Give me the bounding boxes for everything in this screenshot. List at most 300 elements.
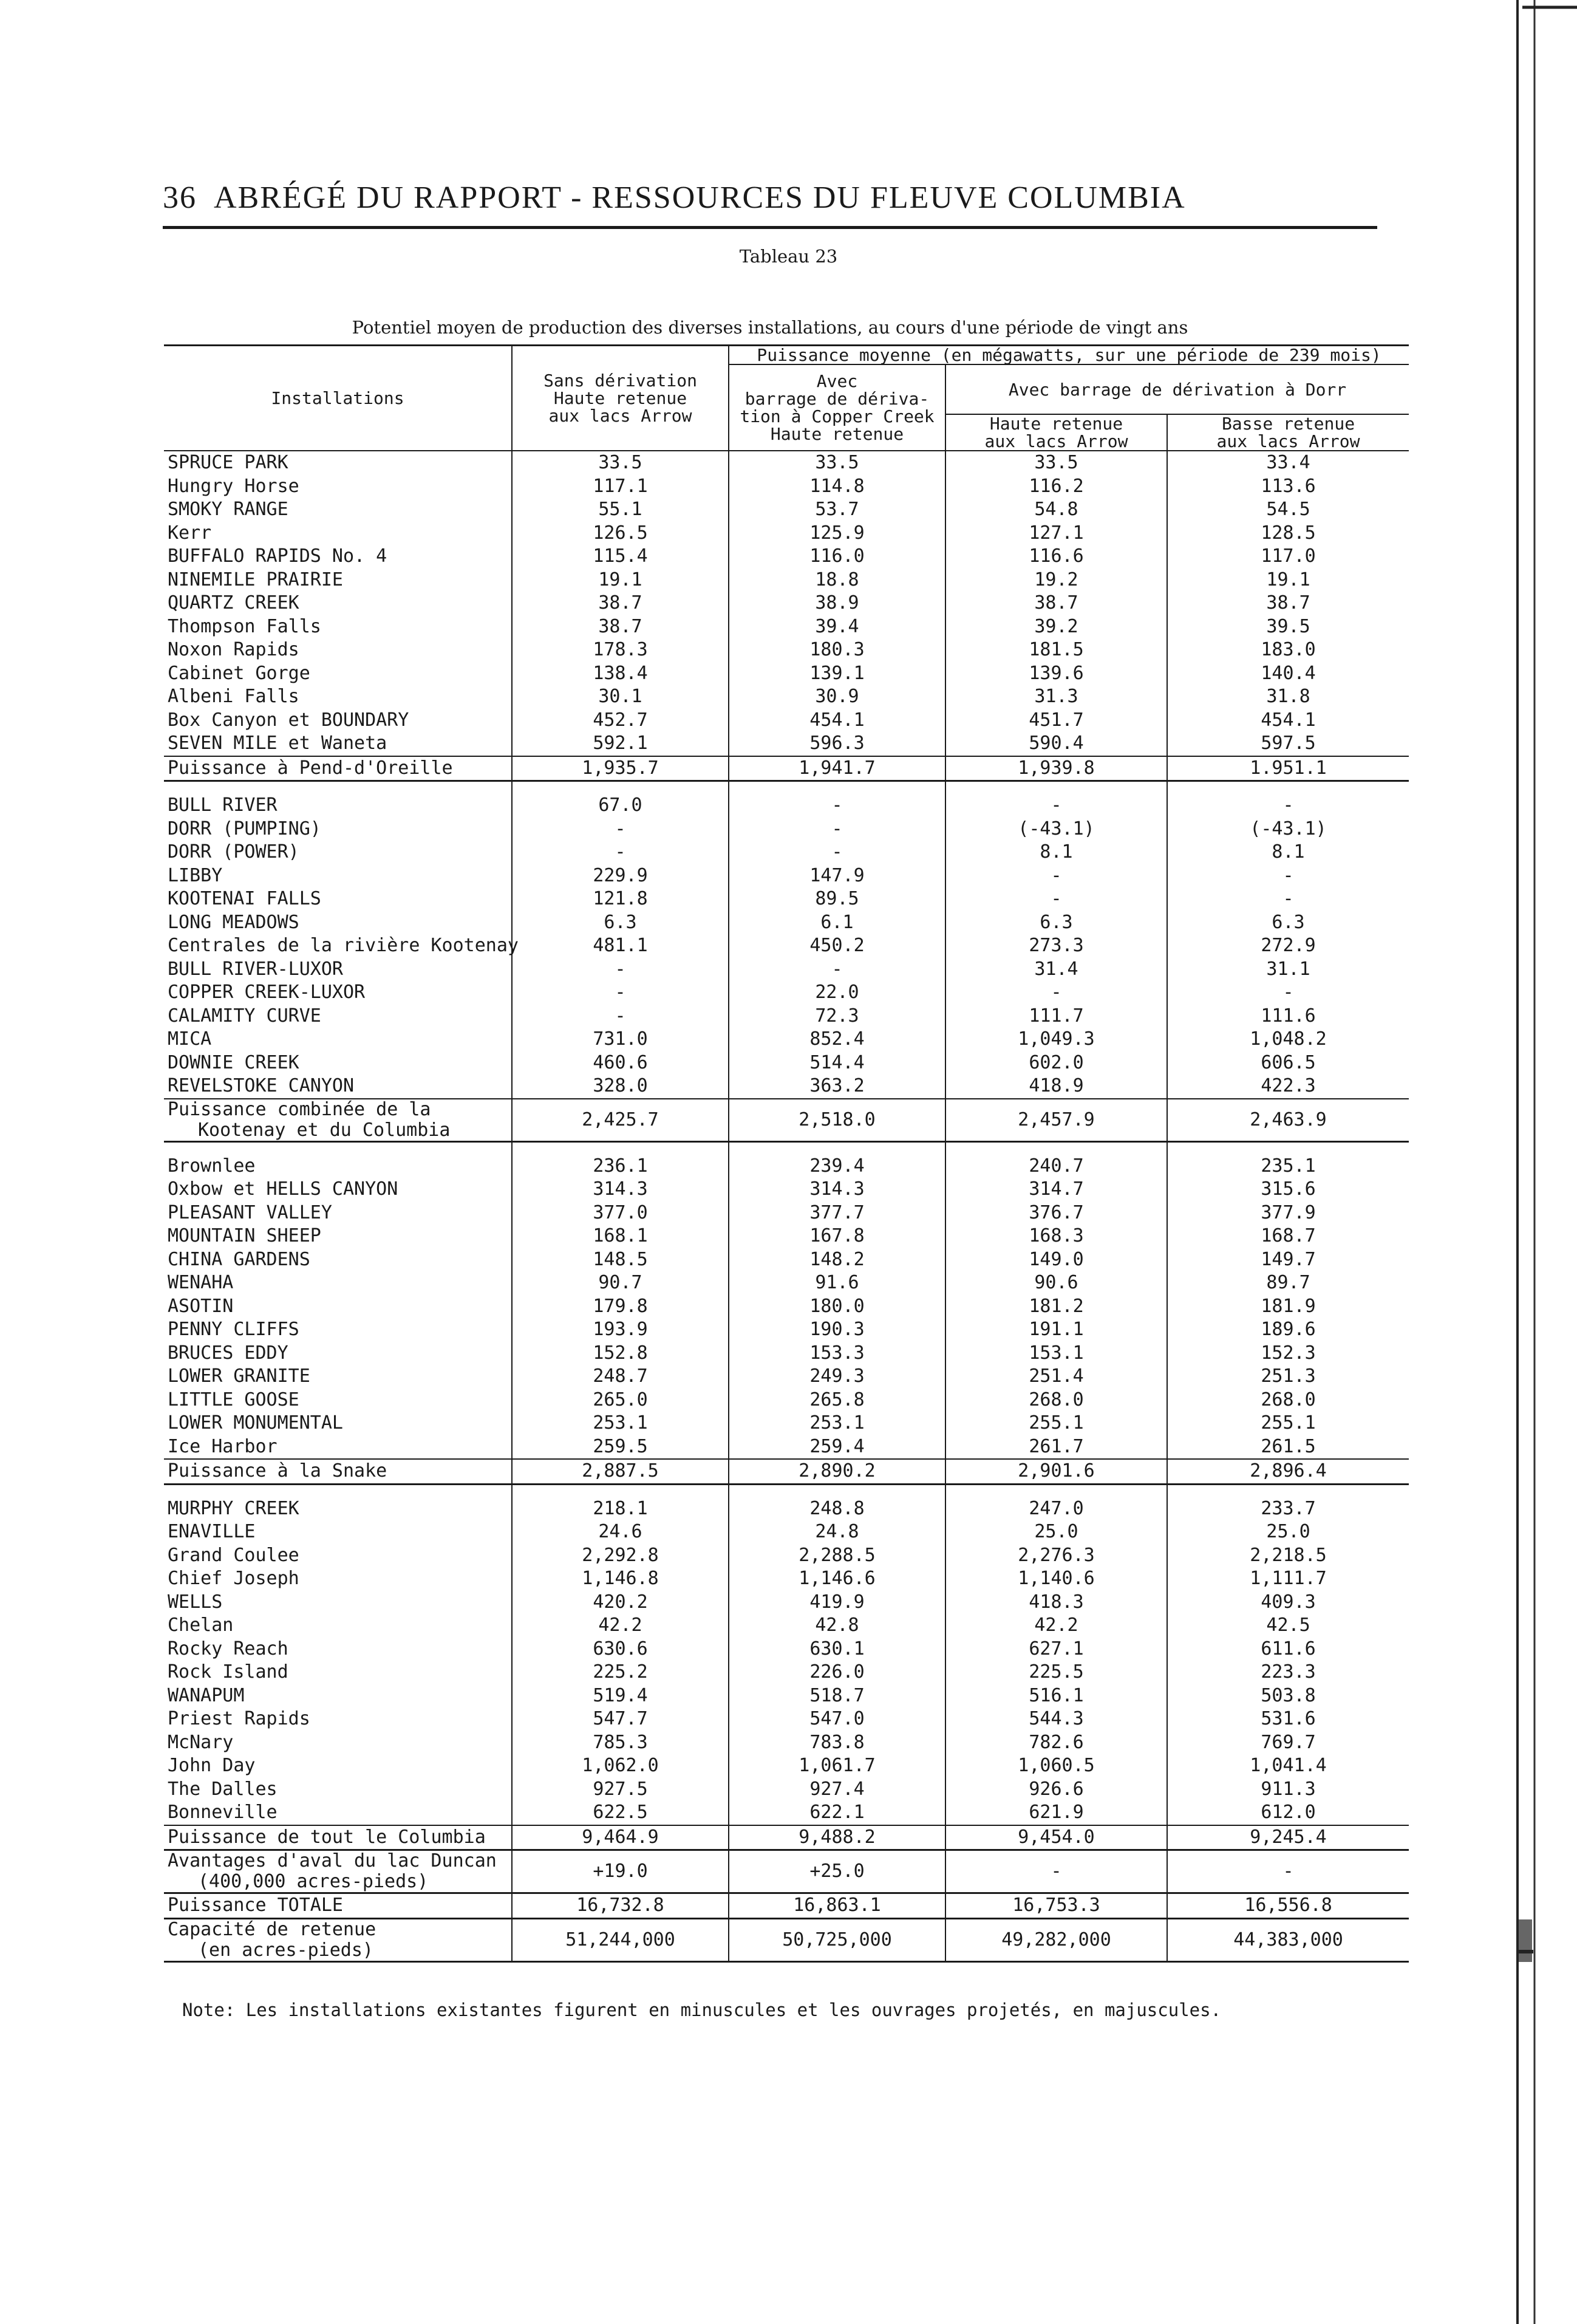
installation-name: SPRUCE PARK (168, 452, 288, 473)
value-cell: 1,060.5 (945, 1754, 1167, 1778)
installation-name: Chief Joseph (168, 1568, 299, 1589)
value-cell: 33.5 (729, 451, 945, 475)
value-cell: 503.8 (1167, 1684, 1409, 1708)
value-cell: 272.9 (1167, 934, 1409, 958)
total-value: 2,425.7 (512, 1099, 729, 1142)
binding-edge (1498, 0, 1577, 2324)
installation-name: WANAPUM (168, 1684, 245, 1706)
value-cell: 852.4 (729, 1028, 945, 1051)
value-cell: 139.1 (729, 662, 945, 686)
value-cell: 363.2 (729, 1075, 945, 1099)
capacity-row (164, 1918, 1409, 1961)
value-cell: - (729, 841, 945, 864)
value-cell: 223.3 (1167, 1661, 1409, 1684)
table-row (164, 794, 1409, 818)
value-cell: 248.8 (729, 1497, 945, 1521)
total-label-line: Puissance combinée de la (168, 1098, 431, 1120)
value-cell: 38.7 (512, 592, 729, 615)
installation-name: LOWER GRANITE (168, 1365, 310, 1387)
page-header (163, 180, 1377, 216)
total-power-value: 16,863.1 (729, 1893, 945, 1919)
value-cell: 519.4 (512, 1684, 729, 1708)
value-cell: 253.1 (729, 1412, 945, 1435)
value-cell: 418.3 (945, 1591, 1167, 1615)
value-cell: 22.0 (729, 981, 945, 1005)
table-body (164, 451, 1409, 1961)
value-cell: - (1167, 864, 1409, 888)
value-cell: 315.6 (1167, 1178, 1409, 1201)
installation-name: Rocky Reach (168, 1638, 288, 1659)
value-cell: 314.3 (512, 1178, 729, 1201)
spacer-cell (1167, 1141, 1409, 1155)
installation-name: NINEMILE PRAIRIE (168, 569, 343, 590)
value-cell: 268.0 (945, 1389, 1167, 1412)
total-value: 1.951.1 (1167, 756, 1409, 781)
table-row (164, 1435, 1409, 1460)
spacer-cell (512, 1141, 729, 1155)
value-cell: 769.7 (1167, 1731, 1409, 1755)
value-cell: 911.3 (1167, 1778, 1409, 1802)
value-cell: 42.2 (945, 1614, 1167, 1638)
total-value: 9,245.4 (1167, 1825, 1409, 1850)
value-cell: 251.4 (945, 1365, 1167, 1389)
installation-name: Noxon Rapids (168, 639, 299, 660)
value-cell: 42.8 (729, 1614, 945, 1638)
value-cell: 31.4 (945, 958, 1167, 982)
value-cell: 419.9 (729, 1591, 945, 1615)
value-cell: 1,111.7 (1167, 1567, 1409, 1591)
total-row (164, 756, 1409, 781)
value-cell: 30.1 (512, 685, 729, 709)
value-cell: 193.9 (512, 1318, 729, 1342)
value-cell: 253.1 (512, 1412, 729, 1435)
header-rule (163, 226, 1377, 229)
value-cell: 606.5 (1167, 1051, 1409, 1075)
installation-name: Centrales de la rivière Kootenay (168, 935, 519, 956)
value-cell: 181.5 (945, 638, 1167, 662)
value-cell: 514.4 (729, 1051, 945, 1075)
value-cell: 179.8 (512, 1295, 729, 1319)
value-cell: 1,140.6 (945, 1567, 1167, 1591)
value-cell: 33.5 (945, 451, 1167, 475)
value-cell: 39.5 (1167, 615, 1409, 639)
value-cell: 377.7 (729, 1201, 945, 1225)
table-row (164, 1389, 1409, 1412)
installation-name: CALAMITY CURVE (168, 1005, 321, 1027)
value-cell: 926.6 (945, 1778, 1167, 1802)
value-cell: 8.1 (945, 841, 1167, 864)
total-value: 2,890.2 (729, 1459, 945, 1484)
installation-name: BULL RIVER (168, 795, 278, 816)
value-cell: 377.0 (512, 1201, 729, 1225)
value-cell: 783.8 (729, 1731, 945, 1755)
value-cell: 454.1 (729, 709, 945, 733)
value-cell: 518.7 (729, 1684, 945, 1708)
table-row (164, 1754, 1409, 1778)
value-cell: 420.2 (512, 1591, 729, 1615)
value-cell: 18.8 (729, 569, 945, 592)
spacer-cell (1167, 1484, 1409, 1497)
value-cell: 67.0 (512, 794, 729, 818)
value-cell: 19.1 (1167, 569, 1409, 592)
value-cell: (-43.1) (945, 818, 1167, 841)
total-value: 9,488.2 (729, 1825, 945, 1850)
value-cell: 1,049.3 (945, 1028, 1167, 1051)
page-number: 36 (163, 180, 197, 215)
value-cell: 376.7 (945, 1201, 1167, 1225)
installation-name: Hungry Horse (168, 475, 299, 497)
value-cell: 314.7 (945, 1178, 1167, 1201)
value-cell: 240.7 (945, 1155, 1167, 1178)
value-cell: 1,041.4 (1167, 1754, 1409, 1778)
value-cell: 117.0 (1167, 545, 1409, 569)
installation-name: KOOTENAI FALLS (168, 888, 321, 909)
value-cell: 547.7 (512, 1707, 729, 1731)
table-row (164, 958, 1409, 982)
value-cell: 152.3 (1167, 1342, 1409, 1365)
value-cell: 1,061.7 (729, 1754, 945, 1778)
value-cell: 622.1 (729, 1801, 945, 1825)
value-cell: 181.2 (945, 1295, 1167, 1319)
spacer-cell (729, 1141, 945, 1155)
installation-name: Chelan (168, 1615, 234, 1636)
table-row (164, 1801, 1409, 1825)
value-cell: 168.7 (1167, 1225, 1409, 1248)
table-row (164, 1075, 1409, 1099)
value-cell: 418.9 (945, 1075, 1167, 1099)
table-row (164, 662, 1409, 686)
table-row (164, 1567, 1409, 1591)
value-cell: 273.3 (945, 934, 1167, 958)
value-cell: 547.0 (729, 1707, 945, 1731)
table-row (164, 615, 1409, 639)
value-cell: 450.2 (729, 934, 945, 958)
value-cell: 90.6 (945, 1271, 1167, 1295)
value-cell: +19.0 (512, 1850, 729, 1893)
table-row (164, 1028, 1409, 1051)
installation-name: Bonneville (168, 1802, 278, 1823)
table-row (164, 911, 1409, 935)
table-row (164, 841, 1409, 864)
value-cell: 53.7 (729, 498, 945, 522)
total-value: 1,939.8 (945, 756, 1167, 781)
total-value: 1,935.7 (512, 756, 729, 781)
installation-name: Grand Coulee (168, 1544, 299, 1566)
table-row (164, 1318, 1409, 1342)
header-sans-derivation: Sans dérivation Haute retenue aux lacs Arrow (512, 346, 729, 451)
installation-name: DOWNIE CREEK (168, 1051, 299, 1073)
value-cell: 251.3 (1167, 1365, 1409, 1389)
installation-name: DORR (POWER) (168, 841, 299, 863)
table-row (164, 1365, 1409, 1389)
value-cell: - (1167, 1850, 1409, 1893)
installation-name: LIBBY (168, 864, 223, 886)
value-cell: 139.6 (945, 662, 1167, 686)
table-row (164, 1412, 1409, 1435)
value-cell: 114.8 (729, 475, 945, 499)
table-row (164, 569, 1409, 592)
table-row (164, 1248, 1409, 1272)
total-label: Puissance à Pend-d'Oreille (164, 756, 512, 781)
spacer-cell (1167, 781, 1409, 795)
value-cell: 128.5 (1167, 522, 1409, 545)
value-cell: 39.4 (729, 615, 945, 639)
spacer-cell (512, 781, 729, 795)
table-row (164, 475, 1409, 499)
value-cell: 49,282,000 (945, 1918, 1167, 1961)
total-power-value: 16,556.8 (1167, 1893, 1409, 1919)
installation-name: Brownlee (168, 1155, 256, 1177)
value-cell: 148.5 (512, 1248, 729, 1272)
value-cell: 454.1 (1167, 709, 1409, 733)
value-cell: 596.3 (729, 732, 945, 756)
installation-name: LOWER MONUMENTAL (168, 1412, 343, 1434)
table-row (164, 545, 1409, 569)
value-cell: 33.5 (512, 451, 729, 475)
value-cell: - (729, 794, 945, 818)
value-cell: 168.1 (512, 1225, 729, 1248)
value-cell: 38.7 (512, 615, 729, 639)
value-cell: - (512, 981, 729, 1005)
value-cell: 25.0 (945, 1520, 1167, 1544)
value-cell: 183.0 (1167, 638, 1409, 662)
value-cell: 481.1 (512, 934, 729, 958)
value-cell: 249.3 (729, 1365, 945, 1389)
value-cell: 24.6 (512, 1520, 729, 1544)
installation-name: Oxbow et HELLS CANYON (168, 1178, 398, 1200)
installation-name: LITTLE GOOSE (168, 1389, 299, 1410)
value-cell: - (945, 864, 1167, 888)
value-cell: 377.9 (1167, 1201, 1409, 1225)
spacer-cell (945, 781, 1167, 795)
value-cell: 265.8 (729, 1389, 945, 1412)
value-cell: - (945, 794, 1167, 818)
value-cell: 153.1 (945, 1342, 1167, 1365)
table-row (164, 498, 1409, 522)
value-cell: 2,218.5 (1167, 1544, 1409, 1568)
value-cell: 602.0 (945, 1051, 1167, 1075)
spacer-cell (164, 1141, 512, 1155)
value-cell: 314.3 (729, 1178, 945, 1201)
value-cell: 111.6 (1167, 1005, 1409, 1028)
value-cell: 91.6 (729, 1271, 945, 1295)
page-title: ABRÉGÉ DU RAPPORT - RESSOURCES DU FLEUVE COLUMBIA (214, 180, 1186, 215)
installation-name: Box Canyon et BOUNDARY (168, 709, 409, 731)
avantages-row (164, 1850, 1409, 1893)
header-installations: Installations (164, 346, 512, 451)
spacer-cell (729, 1484, 945, 1497)
total-value: 2,457.9 (945, 1099, 1167, 1142)
table-row (164, 934, 1409, 958)
label-line: (en acres-pieds) (198, 1939, 373, 1961)
table-row (164, 1005, 1409, 1028)
value-cell: 265.0 (512, 1389, 729, 1412)
spacer-row (164, 781, 1409, 795)
value-cell: 38.7 (1167, 592, 1409, 615)
value-cell: 19.2 (945, 569, 1167, 592)
value-cell: 328.0 (512, 1075, 729, 1099)
installation-name: WELLS (168, 1591, 223, 1613)
table-row (164, 732, 1409, 756)
value-cell: 121.8 (512, 887, 729, 911)
table-row (164, 1778, 1409, 1802)
value-cell: 6.3 (1167, 911, 1409, 935)
label-line: (400,000 acres-pieds) (198, 1871, 429, 1892)
total-row (164, 1825, 1409, 1850)
table-row (164, 981, 1409, 1005)
value-cell: 19.1 (512, 569, 729, 592)
value-cell: 622.5 (512, 1801, 729, 1825)
value-cell: 180.0 (729, 1295, 945, 1319)
installation-name: Rock Island (168, 1661, 288, 1683)
value-cell: 255.1 (1167, 1412, 1409, 1435)
table-row (164, 1225, 1409, 1248)
value-cell: - (512, 958, 729, 982)
installation-name: QUARTZ CREEK (168, 592, 299, 613)
total-label-line: Kootenay et du Columbia (198, 1119, 451, 1141)
value-cell: 590.4 (945, 732, 1167, 756)
value-cell: 592.1 (512, 732, 729, 756)
value-cell: 261.7 (945, 1435, 1167, 1460)
table-row (164, 1342, 1409, 1365)
total-row (164, 1099, 1409, 1142)
value-cell: 25.0 (1167, 1520, 1409, 1544)
installation-name: BRUCES EDDY (168, 1342, 288, 1364)
value-cell: 24.8 (729, 1520, 945, 1544)
spacer-row (164, 1484, 1409, 1497)
total-value: 2,887.5 (512, 1459, 729, 1484)
table-row (164, 709, 1409, 733)
value-cell: 178.3 (512, 638, 729, 662)
total-value: 9,454.0 (945, 1825, 1167, 1850)
table-row (164, 1201, 1409, 1225)
value-cell: 261.5 (1167, 1435, 1409, 1460)
value-cell: 2,276.3 (945, 1544, 1167, 1568)
header-group-puissance: Puissance moyenne (en mégawatts, sur une période de 239 mois) (729, 346, 1409, 365)
table-row (164, 1155, 1409, 1178)
value-cell: 191.1 (945, 1318, 1167, 1342)
total-row (164, 1459, 1409, 1484)
value-cell: 152.8 (512, 1342, 729, 1365)
value-cell: 31.1 (1167, 958, 1409, 982)
table-row (164, 1271, 1409, 1295)
value-cell: 422.3 (1167, 1075, 1409, 1099)
value-cell: 51,244,000 (512, 1918, 729, 1961)
value-cell: 259.4 (729, 1435, 945, 1460)
table-row (164, 1051, 1409, 1075)
value-cell: 409.3 (1167, 1591, 1409, 1615)
installation-name: ENAVILLE (168, 1521, 256, 1542)
installation-name: COPPER CREEK-LUXOR (168, 982, 366, 1003)
value-cell: 30.9 (729, 685, 945, 709)
value-cell: - (1167, 981, 1409, 1005)
value-cell: (-43.1) (1167, 818, 1409, 841)
value-cell: 116.6 (945, 545, 1167, 569)
value-cell: 927.5 (512, 1778, 729, 1802)
value-cell: - (945, 1850, 1167, 1893)
value-cell: - (512, 818, 729, 841)
installation-name: BUFFALO RAPIDS No. 4 (168, 545, 387, 567)
installation-name: PLEASANT VALLEY (168, 1201, 332, 1223)
installation-name: The Dalles (168, 1778, 278, 1800)
value-cell: 116.0 (729, 545, 945, 569)
value-cell: 147.9 (729, 864, 945, 888)
value-cell: 1,048.2 (1167, 1028, 1409, 1051)
total-power-value: 16,753.3 (945, 1893, 1167, 1919)
value-cell: 42.2 (512, 1614, 729, 1638)
value-cell: 180.3 (729, 638, 945, 662)
table-row (164, 1178, 1409, 1201)
table-row (164, 1295, 1409, 1319)
avantages-row-label (164, 1850, 512, 1893)
spacer-row (164, 1141, 1409, 1155)
table-row (164, 1497, 1409, 1521)
total-value: 2,518.0 (729, 1099, 945, 1142)
value-cell: - (945, 887, 1167, 911)
value-cell: 630.1 (729, 1638, 945, 1661)
value-cell: 55.1 (512, 498, 729, 522)
value-cell: 1,062.0 (512, 1754, 729, 1778)
value-cell: 226.0 (729, 1661, 945, 1684)
installation-name: ASOTIN (168, 1295, 234, 1317)
installation-name: WENAHA (168, 1272, 234, 1293)
value-cell: 148.2 (729, 1248, 945, 1272)
value-cell: 460.6 (512, 1051, 729, 1075)
value-cell: 89.5 (729, 887, 945, 911)
value-cell: 168.3 (945, 1225, 1167, 1248)
header-dorr-basse: Basse retenue aux lacs Arrow (1167, 414, 1409, 451)
value-cell: 2,292.8 (512, 1544, 729, 1568)
value-cell: 111.7 (945, 1005, 1167, 1028)
value-cell: 451.7 (945, 709, 1167, 733)
value-cell: 38.9 (729, 592, 945, 615)
value-cell: 90.7 (512, 1271, 729, 1295)
value-cell: 225.5 (945, 1661, 1167, 1684)
value-cell: 38.7 (945, 592, 1167, 615)
installation-name: MURPHY CREEK (168, 1497, 299, 1519)
value-cell: 259.5 (512, 1435, 729, 1460)
total-value: 2,463.9 (1167, 1099, 1409, 1142)
value-cell: 452.7 (512, 709, 729, 733)
value-cell: - (512, 841, 729, 864)
installation-name: SEVEN MILE et Waneta (168, 733, 387, 754)
total-power-value: 16,732.8 (512, 1893, 729, 1919)
value-cell: 116.2 (945, 475, 1167, 499)
value-cell: 125.9 (729, 522, 945, 545)
value-cell: 268.0 (1167, 1389, 1409, 1412)
table-header (164, 346, 1409, 451)
spacer-cell (164, 1484, 512, 1497)
value-cell: 236.1 (512, 1155, 729, 1178)
table-row (164, 1707, 1409, 1731)
table-caption: Potentiel moyen de production des diverses installations, au cours d'une période de vingt ans (352, 317, 1188, 338)
total-power-row (164, 1893, 1409, 1919)
value-cell: 6.3 (512, 911, 729, 935)
value-cell: 2,288.5 (729, 1544, 945, 1568)
value-cell: 42.5 (1167, 1614, 1409, 1638)
value-cell: 255.1 (945, 1412, 1167, 1435)
total-label (164, 1099, 512, 1142)
value-cell: 33.4 (1167, 451, 1409, 475)
capacity-row-label (164, 1918, 512, 1961)
value-cell: 785.3 (512, 1731, 729, 1755)
header-dorr-haute: Haute retenue aux lacs Arrow (945, 414, 1167, 451)
power-table (164, 344, 1409, 1963)
value-cell: 516.1 (945, 1684, 1167, 1708)
value-cell: 189.6 (1167, 1318, 1409, 1342)
installation-name: McNary (168, 1731, 234, 1753)
installation-name: Cabinet Gorge (168, 662, 310, 684)
